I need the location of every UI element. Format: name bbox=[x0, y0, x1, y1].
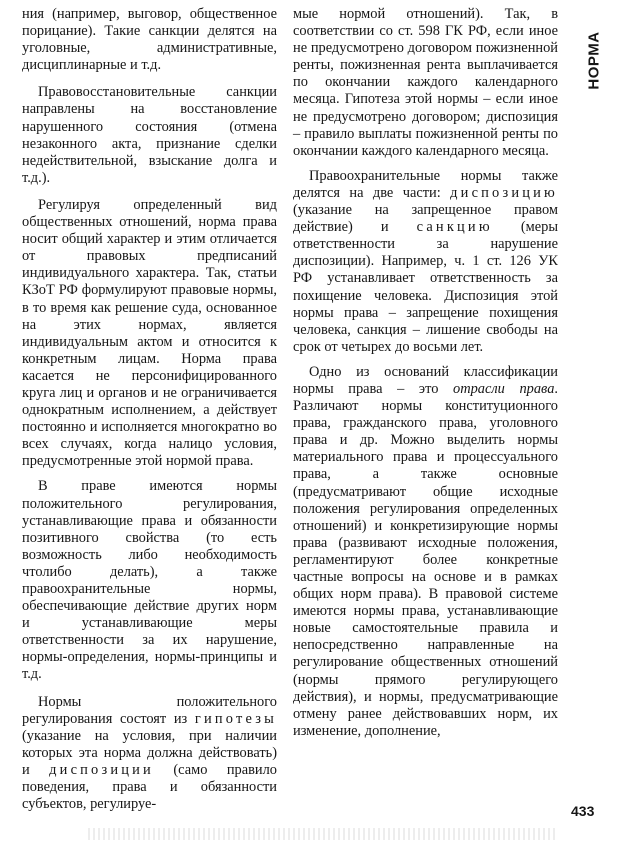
paragraph-text: (указание на условия, при наличии которых эта норма должна действовать) и bbox=[22, 727, 277, 778]
paragraph-text: . Различают нормы конституционного права, гражданского права, уголовного права и др. Можно выделить нормы материального права и процессуального права, а также основные (предусматривают общие исходные положения регулирования определенных отношений) и конкретизирующие нормы права (развивают исходные положения, регламентируют более конкретные частные вопросы на основе и в рамках общих норм права). В правовой системе имеются нормы права, устанавливающие новые самостоятельные правила и непосредственно направленные на регулирование общественных отношений (нормы прямого регулирующего действия), и нормы, предусматривающие отмену ранее действовавших норм, их изменение, дополнение, bbox=[293, 380, 558, 739]
paragraph-text: (меры ответственности за нарушение диспозиции). Например, ч. 1 ст. 126 УК РФ устанавливает ответственность за похищение человека. Диспозиция этой нормы права – запрещение похищения человека, санкция – лишение свободы на срок от четырех до восьми лет. bbox=[293, 219, 558, 355]
scan-artifact bbox=[88, 828, 558, 840]
paragraph bbox=[293, 364, 558, 740]
text-column-left bbox=[22, 6, 277, 813]
section-header bbox=[582, 22, 606, 98]
page-number: 433 bbox=[571, 803, 595, 819]
spaced-term: гипотезы bbox=[194, 710, 277, 727]
paragraph: В праве имеются нормы положительного регулирования, устанавливающие права и обязанности позитивного свойства (то есть возможность либо необходимость чтолибо делать), а также правоохранительные нормы, обеспечивающие действие других норм и устанавливающие меры ответственности за их нарушение, нормы-определения, нормы-принципы и т.д. bbox=[22, 478, 277, 683]
paragraph: ния (например, выговор, общественное порицание). Такие санкции делятся на уголовные, административные, дисциплинарные и т.д. bbox=[22, 6, 277, 74]
paragraph bbox=[293, 168, 558, 356]
spaced-term: санкцию bbox=[416, 219, 493, 236]
paragraph-text: Правоохранительные нормы также делятся на две части: bbox=[293, 167, 558, 201]
spaced-term: диспозицию bbox=[450, 184, 558, 201]
paragraph: мые нормой отношений). Так, в соответствии со ст. 598 ГК РФ, если иное не предусмотрено договором пожизненной ренты, пожизненная рента выплачивается по окончании каждого календарного месяца. Гипотеза этой нормы – если иное не предусмотрено договором; диспозиция – правило выплаты пожизненной ренты по окончании каждого календарного месяца. bbox=[293, 6, 558, 159]
paragraph-text: Одно из оснований классификации нормы права – это bbox=[293, 363, 558, 397]
paragraph-text: (само правило поведения, права и обязанности субъектов, регулируе- bbox=[22, 761, 277, 813]
paragraph-text: (указание на запрещенное правом действие) и bbox=[293, 202, 558, 236]
section-header-label: НОРМА bbox=[585, 30, 603, 90]
spaced-term: диспозиции bbox=[49, 761, 154, 778]
paragraph-text: Нормы положительного регулирования состоят из bbox=[22, 693, 277, 727]
text-column-right bbox=[293, 6, 558, 740]
italic-term: отрасли права bbox=[453, 380, 555, 397]
paragraph: Регулируя определенный вид общественных отношений, норма права носит общий характер и этим отличается от правовых предписаний индивидуального характера. Так, статьи КЗоТ РФ формулируют правовые нормы, в то время как решение суда, основанное на этих нормах, является индивидуальным актом и относится к конкретным лицам. Норма права касается не персонифицированного круга лиц и органов и не ограничивается однократным исполнением, а действует постоянно и исполняется многократно во всех случаях, когда налицо условия, предусмотренные этой нормой права. bbox=[22, 196, 277, 470]
paragraph: Правовосстановительные санкции направлены на восстановление нарушенного состояния (отмена незаконного акта, признание сделки недействительной, взыскание долга и т.д.). bbox=[22, 84, 277, 186]
paragraph bbox=[22, 694, 277, 814]
